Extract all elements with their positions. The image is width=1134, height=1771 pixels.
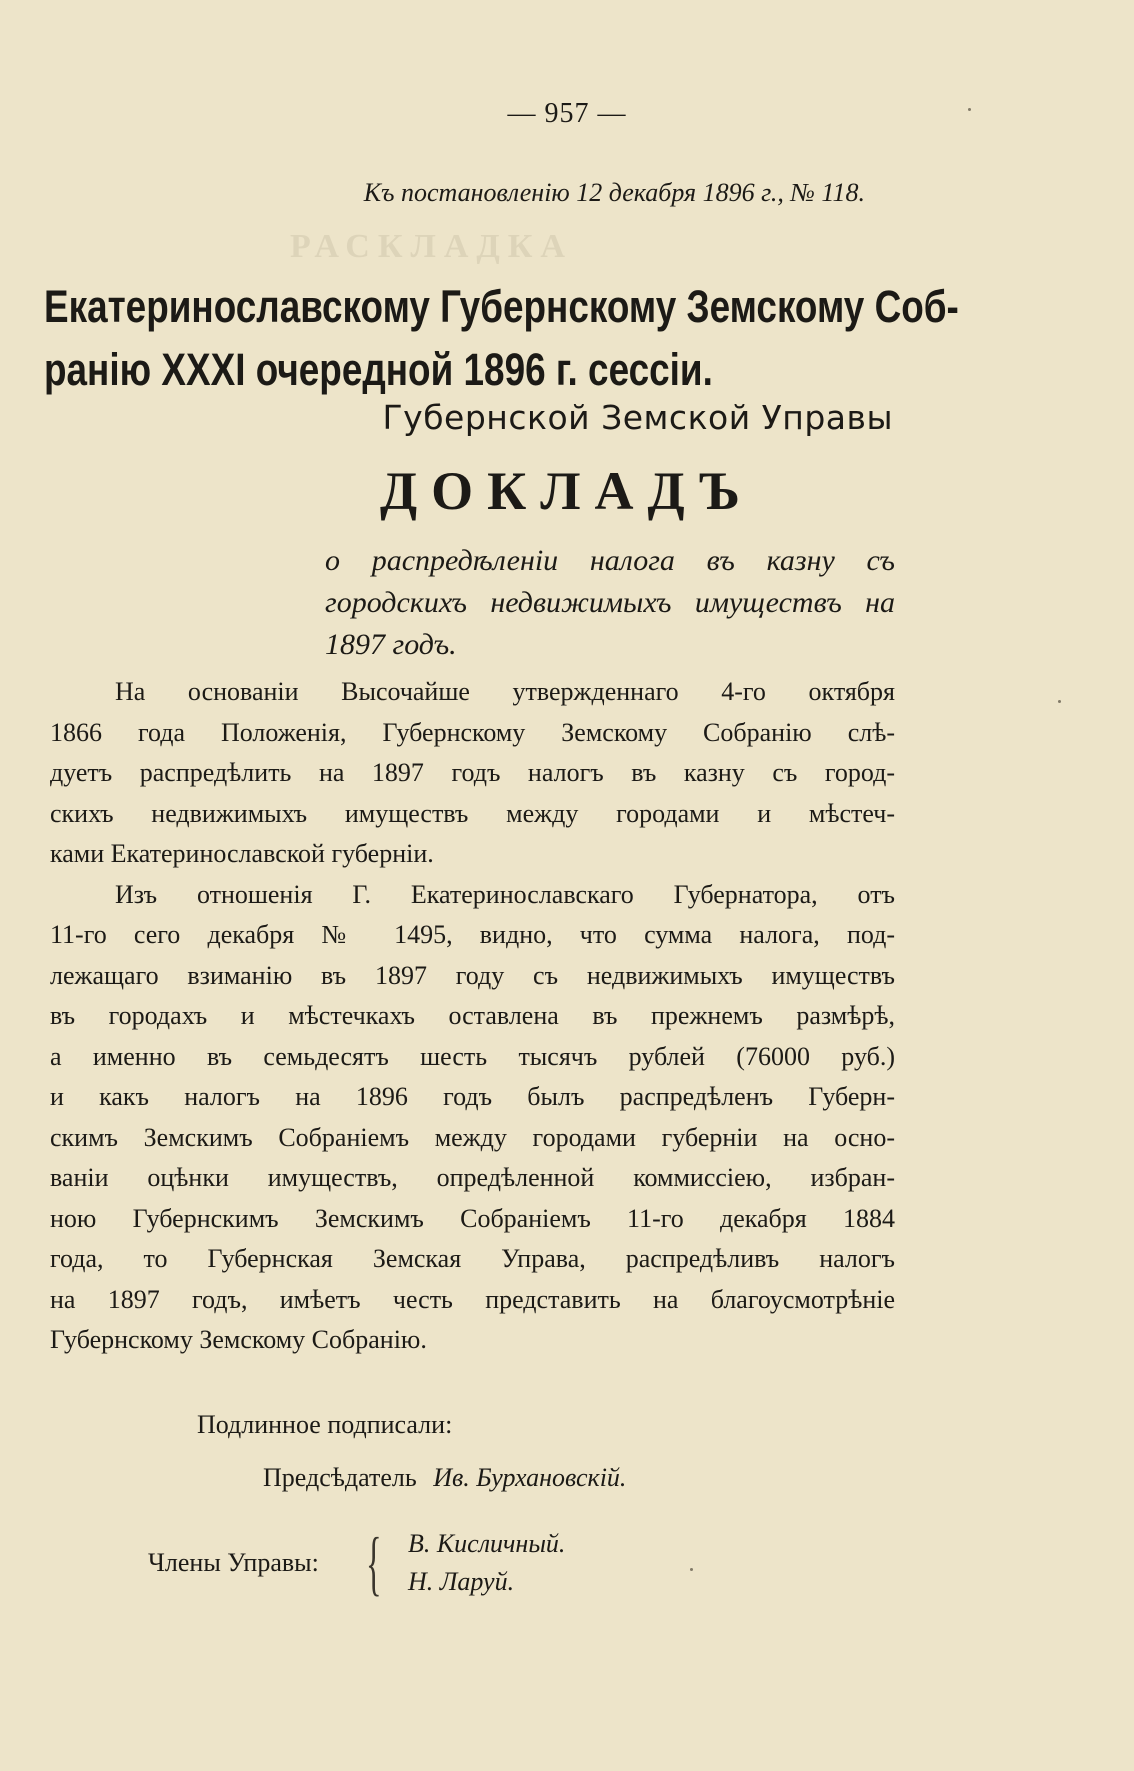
members-label: Члены Управы: [148, 1548, 319, 1577]
text-line: ваніи оцѣнки имуществъ, опредѣленной коммиссіею, избран- [50, 1163, 895, 1192]
members-names [408, 1525, 565, 1601]
text-line: 1866 года Положенія, Губернскому Земскому Собранію слѣ- [50, 717, 895, 747]
subject-line-2: городскихъ недвижимыхъ имуществъ на [325, 586, 895, 619]
text-line: Изъ отношенія Г. Екатеринославскаго Губернатора, отъ [115, 879, 895, 909]
chairman-title: Предсѣдатель [263, 1463, 417, 1492]
text-line: лежащаго взиманію въ 1897 году съ недвижимыхъ имуществъ [50, 960, 895, 990]
member-name: В. Кисличный. [408, 1529, 566, 1558]
text-line: въ городахъ и мѣстечкахъ оставлена въ прежнемъ размѣрѣ, [50, 1001, 895, 1030]
paper-speck [690, 1568, 693, 1571]
chairman-signature [263, 1463, 626, 1493]
report-body [50, 672, 895, 1361]
text-line: ками Екатеринославской губерніи. [50, 839, 434, 868]
report-subject [325, 540, 895, 666]
text-line: Губернскому Земскому Собранію. [50, 1325, 427, 1354]
signed-label: Подлинное подписали: [197, 1410, 453, 1439]
heading [44, 275, 959, 401]
page-number: — 957 — [507, 98, 627, 129]
paper-speck [1058, 700, 1061, 703]
text-line: года, то Губернская Земская Управа, распредѣливъ налогъ [50, 1244, 895, 1273]
text-line: На основаніи Высочайше утвержденнаго 4-го октября [115, 677, 895, 706]
subject-line-1: о распредѣленіи налога въ казну съ [325, 544, 895, 577]
document-title: ДОКЛАДЪ [379, 461, 754, 521]
board-name: Губернской Земской Управы [382, 398, 893, 437]
text-line: и какъ налогъ на 1896 годъ былъ распредѣленъ Губерн- [50, 1082, 895, 1111]
members-brace: { [366, 1523, 382, 1603]
bleed-through-text: РАСКЛАДКА [290, 228, 573, 265]
text-line: ною Губернскимъ Земскимъ Собраніемъ 11-го декабря 1884 [50, 1203, 895, 1233]
text-line: дуетъ распредѣлить на 1897 годъ налогъ въ казну съ город- [50, 758, 895, 787]
subject-line-3: 1897 годъ. [325, 628, 457, 661]
text-line: а именно въ семьдесятъ шесть тысячъ рублей (76000 руб.) [50, 1041, 895, 1071]
paper-speck [968, 108, 971, 111]
text-line: 11-го сего декабря № 1495, видно, что сумма налога, под- [50, 920, 895, 949]
text-line: скихъ недвижимыхъ имуществъ между городами и мѣстеч- [50, 798, 895, 828]
paragraph-1 [50, 672, 895, 875]
heading-line-1: Екатеринославскому Губернскому Земскому Соб- [44, 281, 959, 332]
resolution-reference: Къ постановленію 12 декабря 1896 г., № 118. [363, 178, 865, 207]
chairman-name: Ив. Бурхановскій. [433, 1463, 627, 1492]
member-name: Н. Ларуй. [408, 1567, 515, 1596]
text-line: скимъ Земскимъ Собраніемъ между городами губерніи на осно- [50, 1122, 895, 1152]
text-line: на 1897 годъ, имѣетъ честь представить на благоусмотрѣніе [50, 1284, 895, 1314]
heading-line-2: ранію XXXI очередной 1896 г. сессіи. [44, 344, 713, 395]
paragraph-2 [50, 875, 895, 1361]
